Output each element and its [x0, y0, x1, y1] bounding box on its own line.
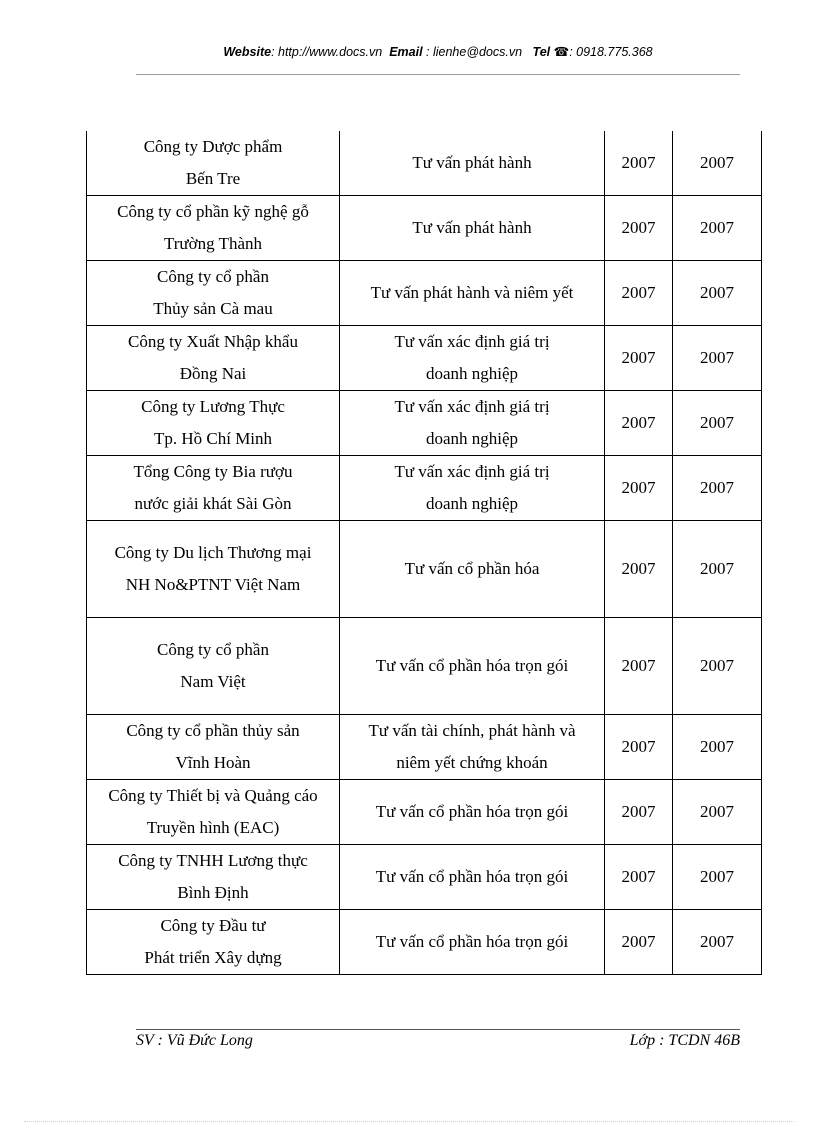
year-end-cell: 2007 — [673, 196, 762, 261]
year-end-cell: 2007 — [673, 618, 762, 715]
year-start-cell: 2007 — [605, 910, 673, 975]
table-row — [87, 715, 762, 780]
table-row — [87, 131, 762, 196]
service-cell: Tư vấn xác định giá trị doanh nghiệp — [340, 391, 605, 456]
service-cell: Tư vấn cổ phần hóa trọn gói — [340, 845, 605, 910]
company-cell: Công ty Thiết bị và Quảng cáo Truyền hình (EAC) — [87, 780, 340, 845]
service-cell: Tư vấn xác định giá trị doanh nghiệp — [340, 326, 605, 391]
email-label: Email — [389, 45, 423, 59]
year-start-cell: 2007 — [605, 261, 673, 326]
table-row — [87, 391, 762, 456]
website-value: : http://www.docs.vn — [271, 45, 383, 59]
company-cell: Công ty cổ phần Nam Việt — [87, 618, 340, 715]
table-row — [87, 456, 762, 521]
company-cell: Công ty Đầu tư Phát triển Xây dựng — [87, 910, 340, 975]
page-header — [136, 44, 740, 59]
company-cell: Công ty Lương Thực Tp. Hồ Chí Minh — [87, 391, 340, 456]
year-start-cell: 2007 — [605, 845, 673, 910]
table-row — [87, 261, 762, 326]
company-cell: Công ty Xuất Nhập khẩu Đồng Nai — [87, 326, 340, 391]
year-end-cell: 2007 — [673, 456, 762, 521]
header-divider — [136, 74, 740, 75]
year-end-cell: 2007 — [673, 326, 762, 391]
company-cell: Công ty Dược phẩm Bến Tre — [87, 131, 340, 196]
company-cell: Công ty Du lịch Thương mại NH No&PTNT Việt Nam — [87, 521, 340, 618]
company-cell: Công ty TNHH Lương thực Bình Định — [87, 845, 340, 910]
table-row — [87, 910, 762, 975]
service-cell: Tư vấn phát hành và niêm yết — [340, 261, 605, 326]
service-cell: Tư vấn tài chính, phát hành và niêm yết chứng khoán — [340, 715, 605, 780]
company-cell: Công ty cổ phần thủy sản Vĩnh Hoàn — [87, 715, 340, 780]
email-value: : lienhe@docs.vn — [422, 45, 523, 59]
year-start-cell: 2007 — [605, 618, 673, 715]
year-start-cell: 2007 — [605, 391, 673, 456]
table-row — [87, 845, 762, 910]
consulting-projects-table — [86, 131, 762, 975]
table-row — [87, 196, 762, 261]
year-start-cell: 2007 — [605, 131, 673, 196]
year-start-cell: 2007 — [605, 326, 673, 391]
table-row — [87, 326, 762, 391]
year-end-cell: 2007 — [673, 261, 762, 326]
company-cell: Công ty cổ phần Thủy sản Cà mau — [87, 261, 340, 326]
table-row — [87, 780, 762, 845]
year-end-cell: 2007 — [673, 715, 762, 780]
tel-value: : 0918.775.368 — [569, 45, 653, 59]
year-end-cell: 2007 — [673, 845, 762, 910]
year-end-cell: 2007 — [673, 910, 762, 975]
year-end-cell: 2007 — [673, 780, 762, 845]
class-name: Lớp : TCDN 46B — [629, 1032, 740, 1049]
service-cell: Tư vấn phát hành — [340, 131, 605, 196]
year-end-cell: 2007 — [673, 391, 762, 456]
footer-divider — [136, 1029, 740, 1030]
service-cell: Tư vấn cổ phần hóa trọn gói — [340, 618, 605, 715]
phone-icon: ☎ — [553, 45, 570, 59]
service-cell: Tư vấn xác định giá trị doanh nghiệp — [340, 456, 605, 521]
tel-label: Tel — [532, 45, 551, 59]
year-start-cell: 2007 — [605, 456, 673, 521]
website-label: Website — [223, 45, 272, 59]
year-end-cell: 2007 — [673, 521, 762, 618]
company-cell: Tổng Công ty Bia rượu nước giải khát Sài Gòn — [87, 456, 340, 521]
table-row — [87, 521, 762, 618]
service-cell: Tư vấn cổ phần hóa trọn gói — [340, 780, 605, 845]
year-start-cell: 2007 — [605, 196, 673, 261]
table-row — [87, 618, 762, 715]
year-start-cell: 2007 — [605, 521, 673, 618]
company-cell: Công ty cổ phần kỹ nghệ gỗ Trường Thành — [87, 196, 340, 261]
service-cell: Tư vấn cổ phần hóa trọn gói — [340, 910, 605, 975]
service-cell: Tư vấn phát hành — [340, 196, 605, 261]
year-start-cell: 2007 — [605, 715, 673, 780]
year-end-cell: 2007 — [673, 131, 762, 196]
year-start-cell: 2007 — [605, 780, 673, 845]
student-name: SV : Vũ Đức Long — [136, 1032, 253, 1049]
page-bottom-border — [24, 1121, 794, 1122]
service-cell: Tư vấn cổ phần hóa — [340, 521, 605, 618]
